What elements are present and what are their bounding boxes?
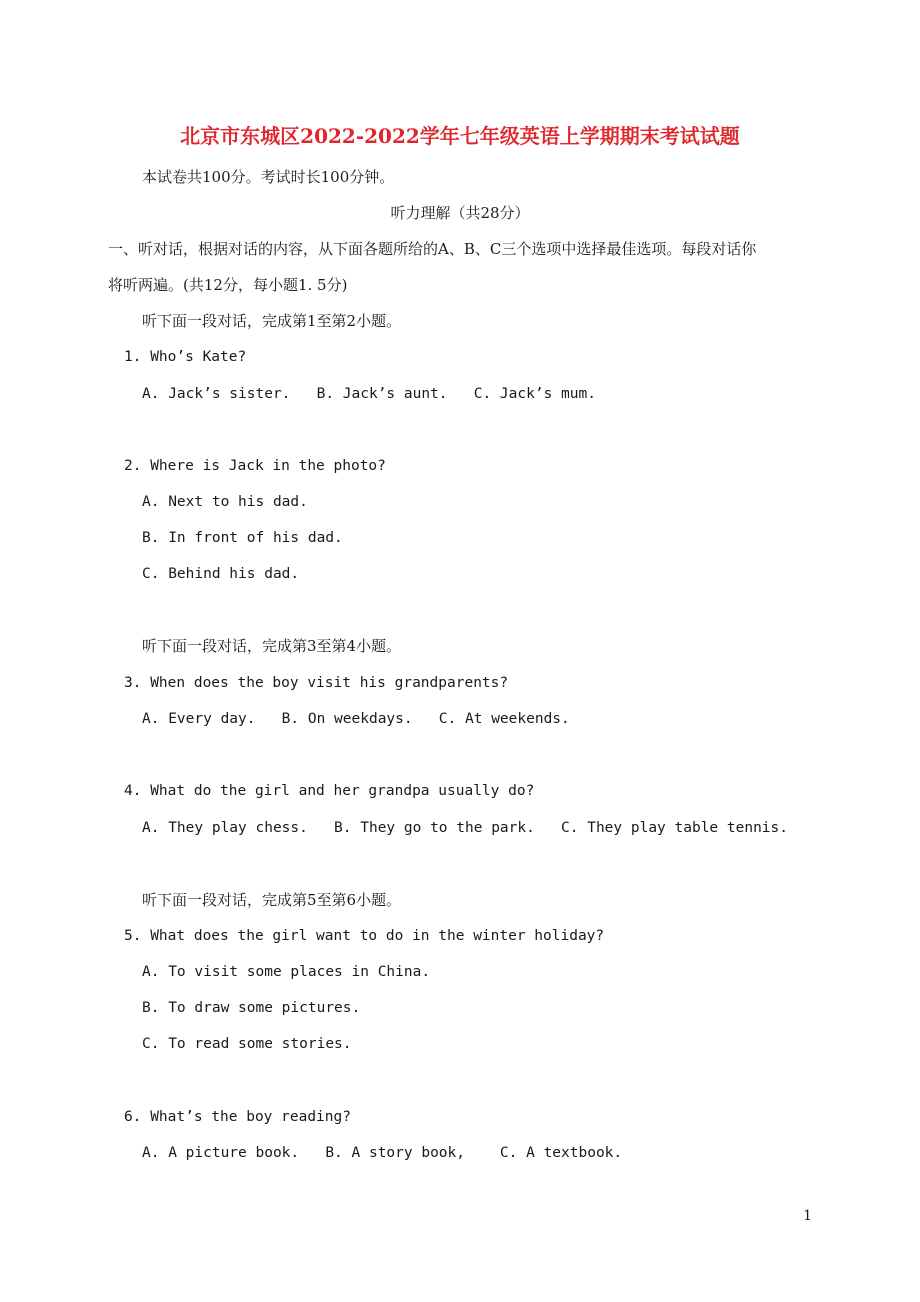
question-6: 6. What’s the boy reading? xyxy=(124,1109,351,1125)
question-5-option-c: C. To read some stories. xyxy=(142,1036,352,1052)
question-3: 3. When does the boy visit his grandparents? xyxy=(124,675,509,691)
question-4-options: A. They play chess. B. They go to the park. C. They play table tennis. xyxy=(142,820,789,836)
question-1-options: A. Jack’s sister. B. Jack’s aunt. C. Jack’s mum. xyxy=(142,386,596,402)
question-5: 5. What does the girl want to do in the winter holiday? xyxy=(124,928,605,944)
dialogue-instruction-2: 听下面一段对话，完成第3至第4小题。 xyxy=(142,637,402,655)
question-3-options: A. Every day. B. On weekdays. C. At weekends. xyxy=(142,711,570,727)
question-2-option-b: B. In front of his dad. xyxy=(142,530,343,546)
question-1: 1. Who’s Kate? xyxy=(124,349,247,365)
exam-intro: 本试卷共100分。考试时长100分钟。 xyxy=(142,168,395,186)
question-6-options: A. A picture book. B. A story book, C. A textbook. xyxy=(142,1145,623,1161)
page-number: 1 xyxy=(803,1208,812,1224)
question-5-option-b: B. To draw some pictures. xyxy=(142,1000,361,1016)
question-2: 2. Where is Jack in the photo? xyxy=(124,458,386,474)
dialogue-instruction-3: 听下面一段对话，完成第5至第6小题。 xyxy=(142,891,402,909)
question-2-option-a: A. Next to his dad. xyxy=(142,494,308,510)
question-5-option-a: A. To visit some places in China. xyxy=(142,964,431,980)
document-title: 北京市东城区2022-2022学年七年级英语上学期期末考试试题 xyxy=(180,124,740,148)
section-title: 听力理解（共28分） xyxy=(390,204,530,222)
part1-instructions-line1: 一、听对话，根据对话的内容，从下面各题所给的A、B、C三个选项中选择最佳选项。每段对话你 xyxy=(108,240,757,258)
dialogue-instruction-1: 听下面一段对话，完成第1至第2小题。 xyxy=(142,312,402,330)
part1-instructions-line2: 将听两遍。(共12分，每小题1. 5分) xyxy=(108,276,348,294)
question-4: 4. What do the girl and her grandpa usually do? xyxy=(124,783,535,799)
question-2-option-c: C. Behind his dad. xyxy=(142,566,300,582)
